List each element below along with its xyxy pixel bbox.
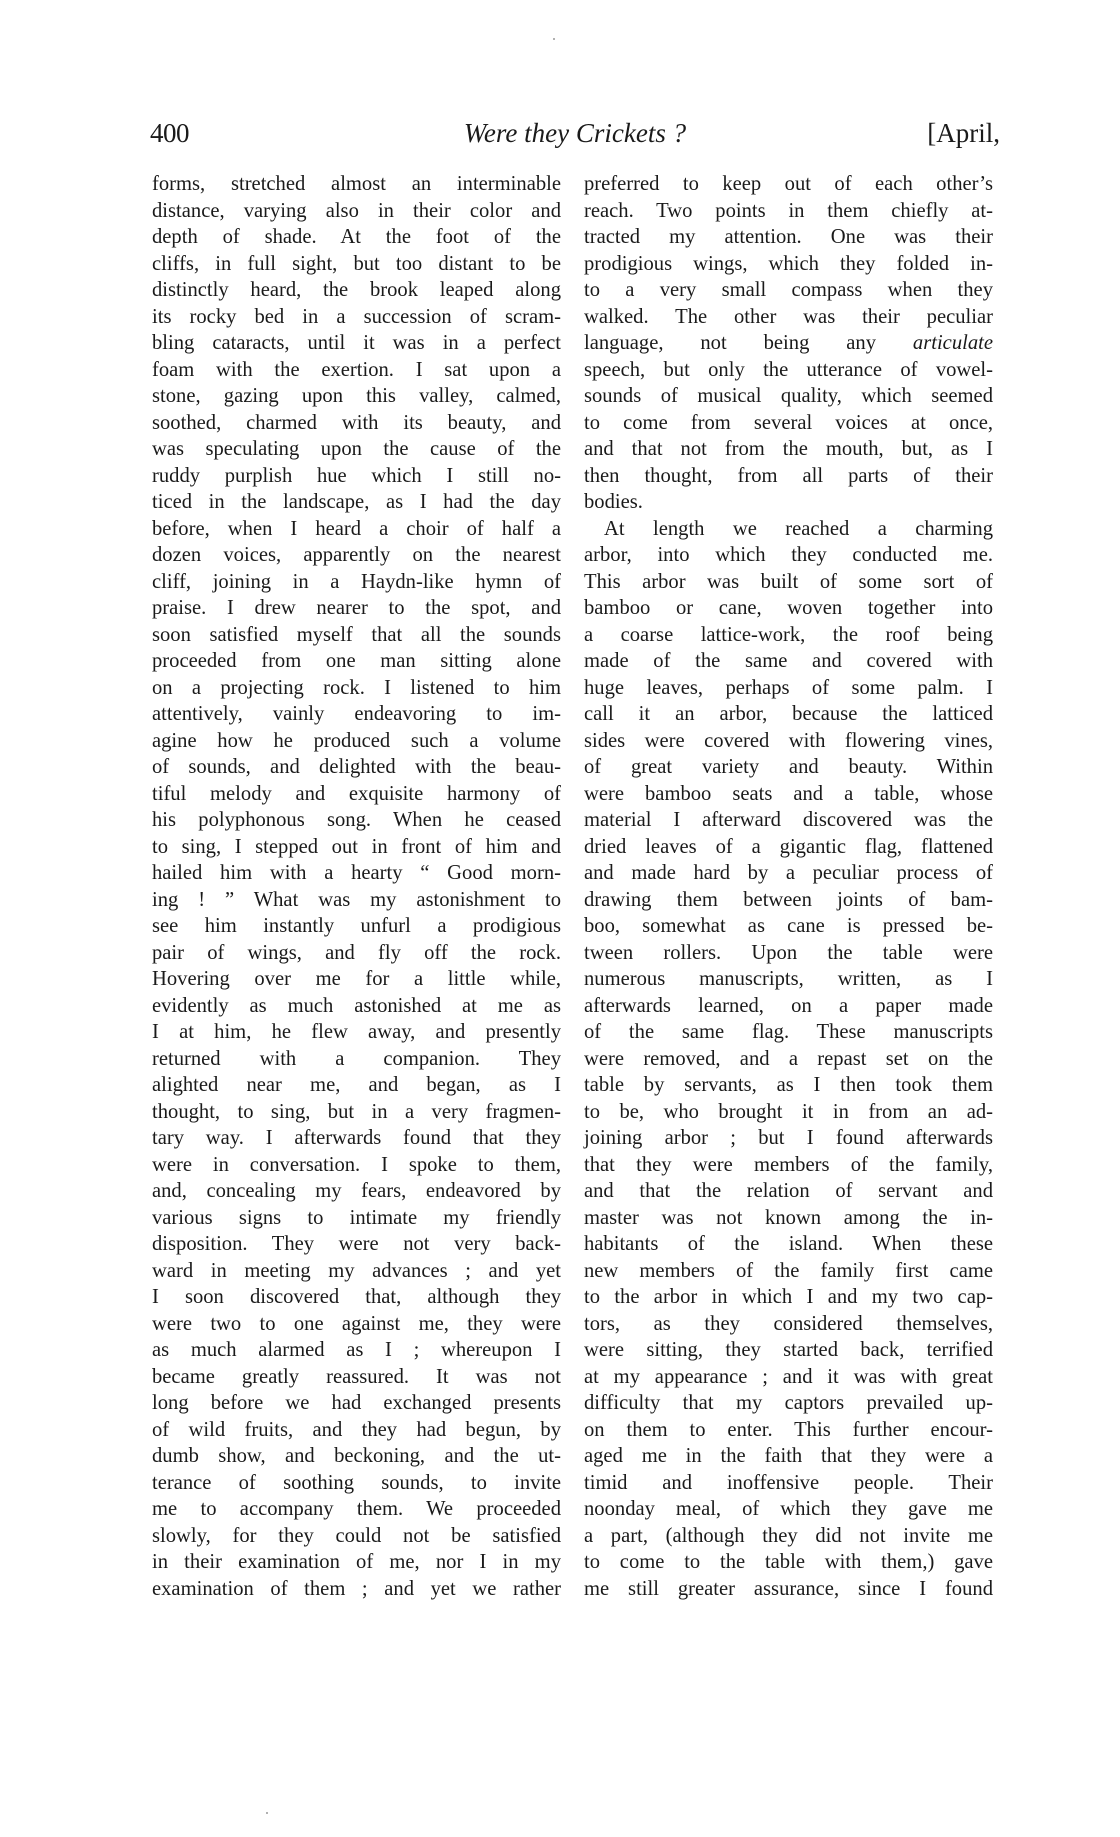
text-line: forms, stretched almost an interminable — [152, 173, 561, 195]
text-line: became greatly reassured. It was not — [152, 1365, 561, 1388]
text-line: afterwards learned, on a paper made — [584, 994, 993, 1017]
text-line: to come to the table with them,) gave — [584, 1551, 993, 1573]
text-line: difficulty that my captors prevailed up- — [584, 1392, 993, 1414]
text-line: attentively, vainly endeavoring to im- — [152, 703, 561, 725]
text-line: huge leaves, perhaps of some palm. I — [584, 676, 993, 699]
scan-speck — [553, 38, 555, 40]
text-line: disposition. They were not very back- — [152, 1233, 561, 1255]
text-line: of wild fruits, and they had begun, by — [152, 1418, 561, 1441]
text-line: table by servants, as I then took them — [584, 1074, 993, 1096]
text-line: was speculating upon the cause of the — [152, 438, 561, 460]
text-line: stone, gazing upon this valley, calmed, — [152, 385, 561, 407]
text-line: that they were members of the family, — [584, 1153, 993, 1176]
text-line: call it an arbor, because the latticed — [584, 703, 993, 725]
text-line: returned with a companion. They — [152, 1047, 561, 1070]
text-line: and, concealing my fears, endeavored by — [152, 1180, 561, 1202]
text-line: numerous manuscripts, written, as I — [584, 968, 993, 990]
text-line: a part, (although they did not invite me — [584, 1524, 993, 1547]
text-line: noonday meal, of which they gave me — [584, 1498, 993, 1520]
text-line: depth of shade. At the foot of the — [152, 226, 561, 248]
text-line: ward in meeting my advances ; and yet — [152, 1259, 561, 1282]
text-line: various signs to intimate my friendly — [152, 1206, 561, 1229]
text-line: ing ! ” What was my astonishment to — [152, 888, 561, 911]
text-line: were two to one against me, they were — [152, 1312, 561, 1335]
text-line: proceeded from one man sitting alone — [152, 650, 561, 672]
text-line: distance, varying also in their color and — [152, 199, 561, 222]
text-line: material I afterward discovered was the — [584, 809, 993, 831]
text-line: new members of the family first came — [584, 1259, 993, 1282]
text-line: hailed him with a hearty “ Good morn- — [152, 862, 561, 884]
text-line: its rocky bed in a succession of scram- — [152, 305, 561, 328]
text-line: and that the relation of servant and — [584, 1180, 993, 1202]
text-line: and made hard by a peculiar process of — [584, 862, 993, 884]
text-line: dried leaves of a gigantic flag, flattened — [584, 835, 993, 858]
text-line: cliff, joining in a Haydn-like hymn of — [152, 570, 561, 593]
page-number: 400 — [150, 118, 189, 148]
text-line: timid and inoffensive people. Their — [584, 1471, 993, 1494]
text-line: agine how he produced such a volume — [152, 729, 561, 752]
text-segment: language, not being any — [584, 332, 913, 354]
text-line: soothed, charmed with its beauty, and — [152, 411, 561, 434]
text-line: ruddy purplish hue which I still no- — [152, 464, 561, 487]
scan-speck — [266, 1812, 268, 1814]
text-line: to a very small compass when they — [584, 279, 993, 301]
text-line: aged me in the faith that they were a — [584, 1445, 993, 1467]
text-line: This arbor was built of some sort of — [584, 570, 993, 593]
text-line: at my appearance ; and it was with great — [584, 1365, 993, 1388]
text-line: At length we reached a charming — [604, 517, 993, 540]
text-line: ticed in the landscape, as I had the day — [152, 491, 561, 513]
text-line: tween rollers. Upon the table were — [584, 941, 993, 964]
text-line: terance of soothing sounds, to invite — [152, 1471, 561, 1494]
text-line: walked. The other was their peculiar — [584, 305, 993, 328]
running-header — [150, 118, 1000, 158]
text-line: tary way. I afterwards found that they — [152, 1127, 561, 1149]
text-line: to sing, I stepped out in front of him and — [152, 835, 561, 858]
text-line: alighted near me, and began, as I — [152, 1074, 561, 1096]
running-title: Were they Crickets ? — [463, 118, 687, 148]
text-line: I soon discovered that, although they — [152, 1286, 561, 1308]
right-column — [584, 171, 993, 1602]
text-line: his polyphonous song. When he ceased — [152, 809, 561, 831]
text-line: to be, who brought it in from an ad- — [584, 1100, 993, 1123]
text-line: foam with the exertion. I sat upon a — [152, 358, 561, 381]
text-line: boo, somewhat as cane is pressed be- — [584, 915, 993, 937]
text-line: before, when I heard a choir of half a — [152, 517, 561, 540]
text-line: sounds of musical quality, which seemed — [584, 385, 993, 407]
text-line: evidently as much astonished at me as — [152, 994, 561, 1017]
text-line: see him instantly unfurl a prodigious — [152, 915, 561, 937]
text-line: me to accompany them. We proceeded — [152, 1498, 561, 1520]
text-line: pair of wings, and fly off the rock. — [152, 941, 561, 964]
text-line: a coarse lattice-work, the roof being — [584, 623, 993, 646]
text-line: were sitting, they started back, terrified — [584, 1339, 993, 1361]
text-line: cliffs, in full sight, but too distant to be — [152, 252, 561, 275]
text-line: dumb show, and beckoning, and the ut- — [152, 1445, 561, 1467]
text-line: were removed, and a repast set on the — [584, 1047, 993, 1070]
text-line: on them to enter. This further encour- — [584, 1418, 993, 1441]
text-line: speech, but only the utterance of vowel- — [584, 358, 993, 381]
text-line-with-italic — [584, 330, 993, 357]
text-line: habitants of the island. When these — [584, 1233, 993, 1255]
text-line: bodies. — [584, 491, 643, 513]
text-line: slowly, for they could not be satisfied — [152, 1524, 561, 1547]
text-line: thought, to sing, but in a very fragmen- — [152, 1100, 561, 1123]
text-line: bling cataracts, until it was in a perfect — [152, 332, 561, 354]
text-line: master was not known among the in- — [584, 1206, 993, 1229]
italic-word: articulate — [912, 332, 993, 354]
text-line: to come from several voices at once, — [584, 411, 993, 434]
text-line: soon satisfied myself that all the sounds — [152, 623, 561, 646]
text-line: made of the same and covered with — [584, 650, 993, 672]
text-line: then thought, from all parts of their — [584, 464, 993, 487]
text-line: as much alarmed as I ; whereupon I — [152, 1339, 561, 1361]
text-line: of sounds, and delighted with the beau- — [152, 756, 561, 778]
text-line: sides were covered with flowering vines, — [584, 729, 993, 752]
text-line: Hovering over me for a little while, — [152, 968, 561, 990]
text-line: me still greater assurance, since I found — [584, 1577, 993, 1600]
text-line: drawing them between joints of bam- — [584, 888, 993, 911]
text-line: tiful melody and exquisite harmony of — [152, 782, 561, 805]
text-line: bamboo or cane, woven together into — [584, 597, 993, 619]
text-line: of great variety and beauty. Within — [584, 756, 993, 778]
text-line: examination of them ; and yet we rather — [152, 1577, 561, 1600]
text-line: to the arbor in which I and my two cap- — [584, 1286, 993, 1308]
text-line: reach. Two points in them chiefly at- — [584, 199, 993, 222]
issue-month: [April, — [927, 118, 1000, 148]
text-line: long before we had exchanged presents — [152, 1392, 561, 1414]
text-line: in their examination of me, nor I in my — [152, 1551, 561, 1573]
text-line: praise. I drew nearer to the spot, and — [152, 597, 561, 619]
text-line: prodigious wings, which they folded in- — [584, 252, 993, 275]
left-column — [152, 171, 561, 1602]
text-line: tracted my attention. One was their — [584, 226, 993, 248]
text-line: were bamboo seats and a table, whose — [584, 782, 993, 805]
text-line: on a projecting rock. I listened to him — [152, 676, 561, 699]
text-line: preferred to keep out of each other’s — [584, 173, 993, 195]
text-line: tors, as they considered themselves, — [584, 1312, 993, 1335]
text-line: distinctly heard, the brook leaped along — [152, 279, 561, 301]
text-line: of the same flag. These manuscripts — [584, 1021, 993, 1043]
text-line: I at him, he flew away, and presently — [152, 1021, 561, 1043]
text-line: and that not from the mouth, but, as I — [584, 438, 993, 460]
text-line: arbor, into which they conducted me. — [584, 544, 993, 566]
text-line: joining arbor ; but I found afterwards — [584, 1127, 993, 1149]
text-line: were in conversation. I spoke to them, — [152, 1153, 561, 1176]
text-line: dozen voices, apparently on the nearest — [152, 544, 561, 566]
